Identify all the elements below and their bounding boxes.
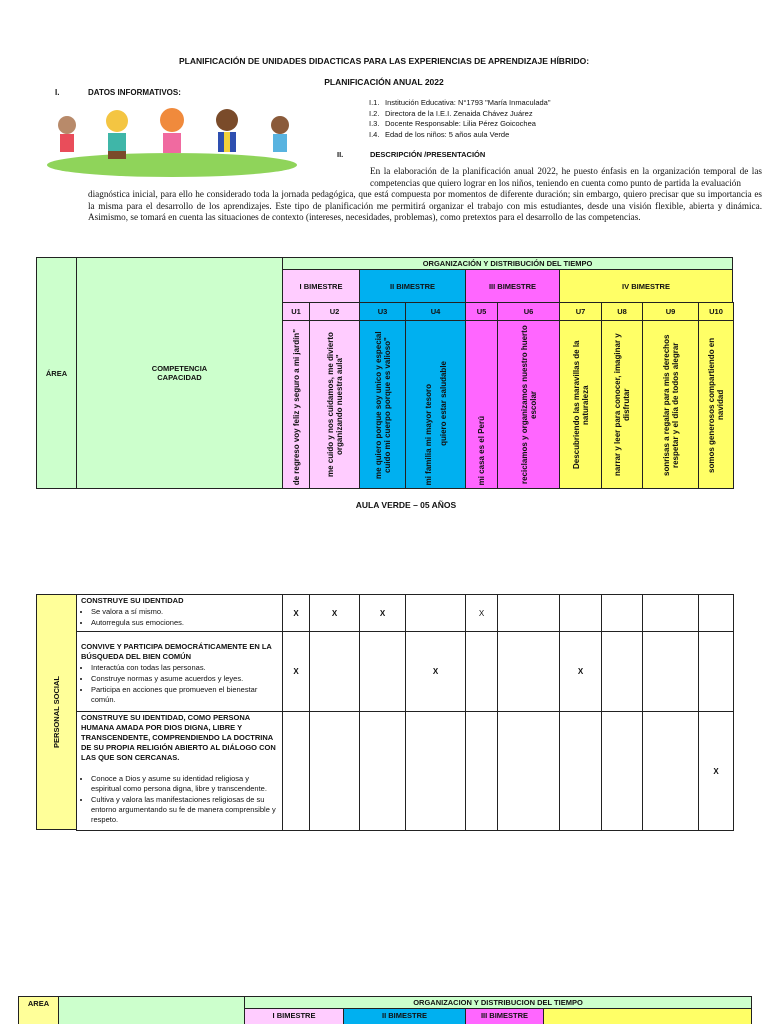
mark-cell (601, 711, 643, 831)
unit-topic: mi casa es el Perú (465, 320, 498, 489)
classroom-caption: AULA VERDE – 05 AÑOS (355, 500, 457, 510)
unit-code: U6 (497, 302, 560, 321)
area-header-2: AREA (18, 996, 59, 1024)
org-header: ORGANIZACIÓN Y DISTRIBUCIÓN DEL TIEMPO (282, 257, 733, 270)
capacity-item: • Se valora a sí mismo. (91, 607, 278, 617)
bimestre-1-b: I BIMESTRE (244, 1008, 344, 1024)
children-illustration (42, 105, 307, 180)
capacity-item: • Autorregula sus emociones. (91, 618, 278, 628)
unit-topic: de regreso voy feliz y seguro a mi jardín" (282, 320, 310, 489)
unit-code: U2 (309, 302, 360, 321)
competency-cell (76, 631, 283, 712)
mark-cell (642, 631, 699, 712)
mark-cell: X (282, 594, 310, 632)
unit-code: U4 (405, 302, 466, 321)
section2-num: II. (337, 150, 344, 159)
mark-cell (601, 631, 643, 712)
mark-cell (698, 631, 734, 712)
document-subtitle: PLANIFICACIÓN ANUAL 2022 (324, 77, 444, 87)
mark-cell (282, 711, 310, 831)
unit-topic: me quiero porque soy unico y especial cuido mi cuerpo porque es valioso" (359, 320, 406, 489)
mark-cell (309, 631, 360, 712)
competency-cell (76, 711, 283, 831)
competencia-header-2 (58, 996, 245, 1024)
unit-topic: narrar y leer para conocer, imaginar y disfrutar (601, 320, 643, 489)
mark-cell (497, 631, 560, 712)
unit-code: U7 (559, 302, 602, 321)
bimestre-1: I BIMESTRE (282, 269, 360, 303)
mark-cell (309, 711, 360, 831)
mark-cell (359, 711, 406, 831)
unit-code: U1 (282, 302, 310, 321)
area-header: ÁREA (36, 257, 77, 489)
competency-cell (76, 594, 283, 632)
description-p1: En la elaboración de la planificación anual 2022, he puesto énfasis en la organización temporal de las competencias que quiero lograr en los niños, teniendo en cuenta como punto de partida la evaluación (370, 166, 762, 188)
capacity-item: • Cultiva y valora las manifestaciones religiosas de su entorno argumentando su fe de manera comprensible y respeto. (91, 795, 278, 825)
unit-code: U3 (359, 302, 406, 321)
info-item: I.4. Edad de los niños: 5 años aula Verde (369, 129, 510, 139)
mark-cell: X (465, 594, 498, 632)
unit-code: U9 (642, 302, 699, 321)
competency-title: CONVIVE Y PARTICIPA DEMOCRÁTICAMENTE EN LA BÚSQUEDA DEL BIEN COMÚN (81, 642, 272, 661)
mark-cell (405, 594, 466, 632)
section2-label: DESCRIPCIÓN /PRESENTACIÓN (370, 150, 486, 159)
unit-code: U5 (465, 302, 498, 321)
bimestre-3: III BIMESTRE (465, 269, 560, 303)
mark-cell (497, 594, 560, 632)
competencia-header: COMPETENCIA CAPACIDAD (76, 257, 283, 489)
mark-cell (465, 631, 498, 712)
capacity-item: • Conoce a Dios y asume su identidad religiosa y espiritual como persona digna, libre y transcendente. (91, 774, 278, 794)
competency-title: CONSTRUYE SU IDENTIDAD, COMO PERSONA HUMANA AMADA POR DIOS DIGNA, LIBRE Y TRANSCENDENTE, COMPRENDIENDO LA DOCTRINA DE SU PROPIA RELIGIÓN ABIERTO AL DIÁLOGO CON LAS QUE SON CERCANAS. (81, 713, 276, 762)
mark-cell: X (309, 594, 360, 632)
mark-cell (559, 594, 602, 632)
unit-topic: sonrisas a regalar para mis derechos respetar y el día de todos alegrar (642, 320, 699, 489)
section1-label: DATOS INFORMATIVOS: (88, 88, 181, 97)
document-title: PLANIFICACIÓN DE UNIDADES DIDACTICAS PARA LAS EXPERIENCIAS DE APRENDIZAJE HÍBRIDO: (178, 56, 590, 66)
section1-num: I. (55, 88, 60, 97)
mark-cell (359, 631, 406, 712)
mark-cell: X (405, 631, 466, 712)
mark-cell (642, 594, 699, 632)
unit-topic: mi familia mi mayor tesoro quiero estar saludable (405, 320, 466, 489)
unit-topic: reciclamos y organizamos nuestro huerto escolar (497, 320, 560, 489)
bimestre-3-b: III BIMESTRE (465, 1008, 544, 1024)
mark-cell (405, 711, 466, 831)
mark-cell: X (559, 631, 602, 712)
competency-title: CONSTRUYE SU IDENTIDAD (81, 596, 184, 605)
info-list (369, 98, 551, 140)
capacity-item: • Participa en acciones que promueven el bienestar común. (91, 685, 278, 705)
mark-cell: X (698, 711, 734, 831)
area-personal-social: PERSONAL SOCIAL (36, 594, 77, 830)
mark-cell: X (359, 594, 406, 632)
capacity-item: • Interactúa con todas las personas. (91, 663, 278, 673)
bimestre-4: IV BIMESTRE (559, 269, 733, 303)
bimestre-2: II BIMESTRE (359, 269, 466, 303)
mark-cell (465, 711, 498, 831)
capacity-item: • Construye normas y asume acuerdos y leyes. (91, 674, 278, 684)
info-item: I.2. Directora de la I.E.I. Zenaida Chávez Juárez (369, 108, 533, 118)
bimestre-2-b: II BIMESTRE (343, 1008, 466, 1024)
info-item: I.1. Institución Educativa: N°1793 "María Inmaculada" (369, 98, 551, 107)
unit-topic: somos generosos compartiendo en navidad (698, 320, 734, 489)
mark-cell (642, 711, 699, 831)
mark-cell (601, 594, 643, 632)
mark-cell (698, 594, 734, 632)
mark-cell (559, 711, 602, 831)
org-header-2: ORGANIZACION Y DISTRIBUCION DEL TIEMPO (244, 996, 752, 1009)
bimestre-4-b (543, 1008, 752, 1024)
unit-code: U10 (698, 302, 734, 321)
unit-code: U8 (601, 302, 643, 321)
unit-topic: me cuido y nos cuidamos, me divierto organizando nuestra aula" (309, 320, 360, 489)
unit-topic: Descubriendo las maravillas de la naturaleza (559, 320, 602, 489)
description-p2: diagnóstica inicial, para ello he considerado toda la jornada pedagógica, que está compuesta por momentos de diferente duración; sin embargo, quiero precisar que su importancia es la misma para el desarrollo de los aprendizajes. Este tipo de planificación me permitirá organizar el trabajo con mis estudiantes, desde una visión flexible, abierta y dinámica. Asimismo, se tomará en cuenta las situaciones de contexto (intereses, necesidades, problemas), como pretextos para el desarrollo de las competencias. (88, 189, 762, 222)
info-item: I.3. Docente Responsable: Lilia Pérez Goicochea (369, 119, 536, 128)
mark-cell: X (282, 631, 310, 712)
mark-cell (497, 711, 560, 831)
